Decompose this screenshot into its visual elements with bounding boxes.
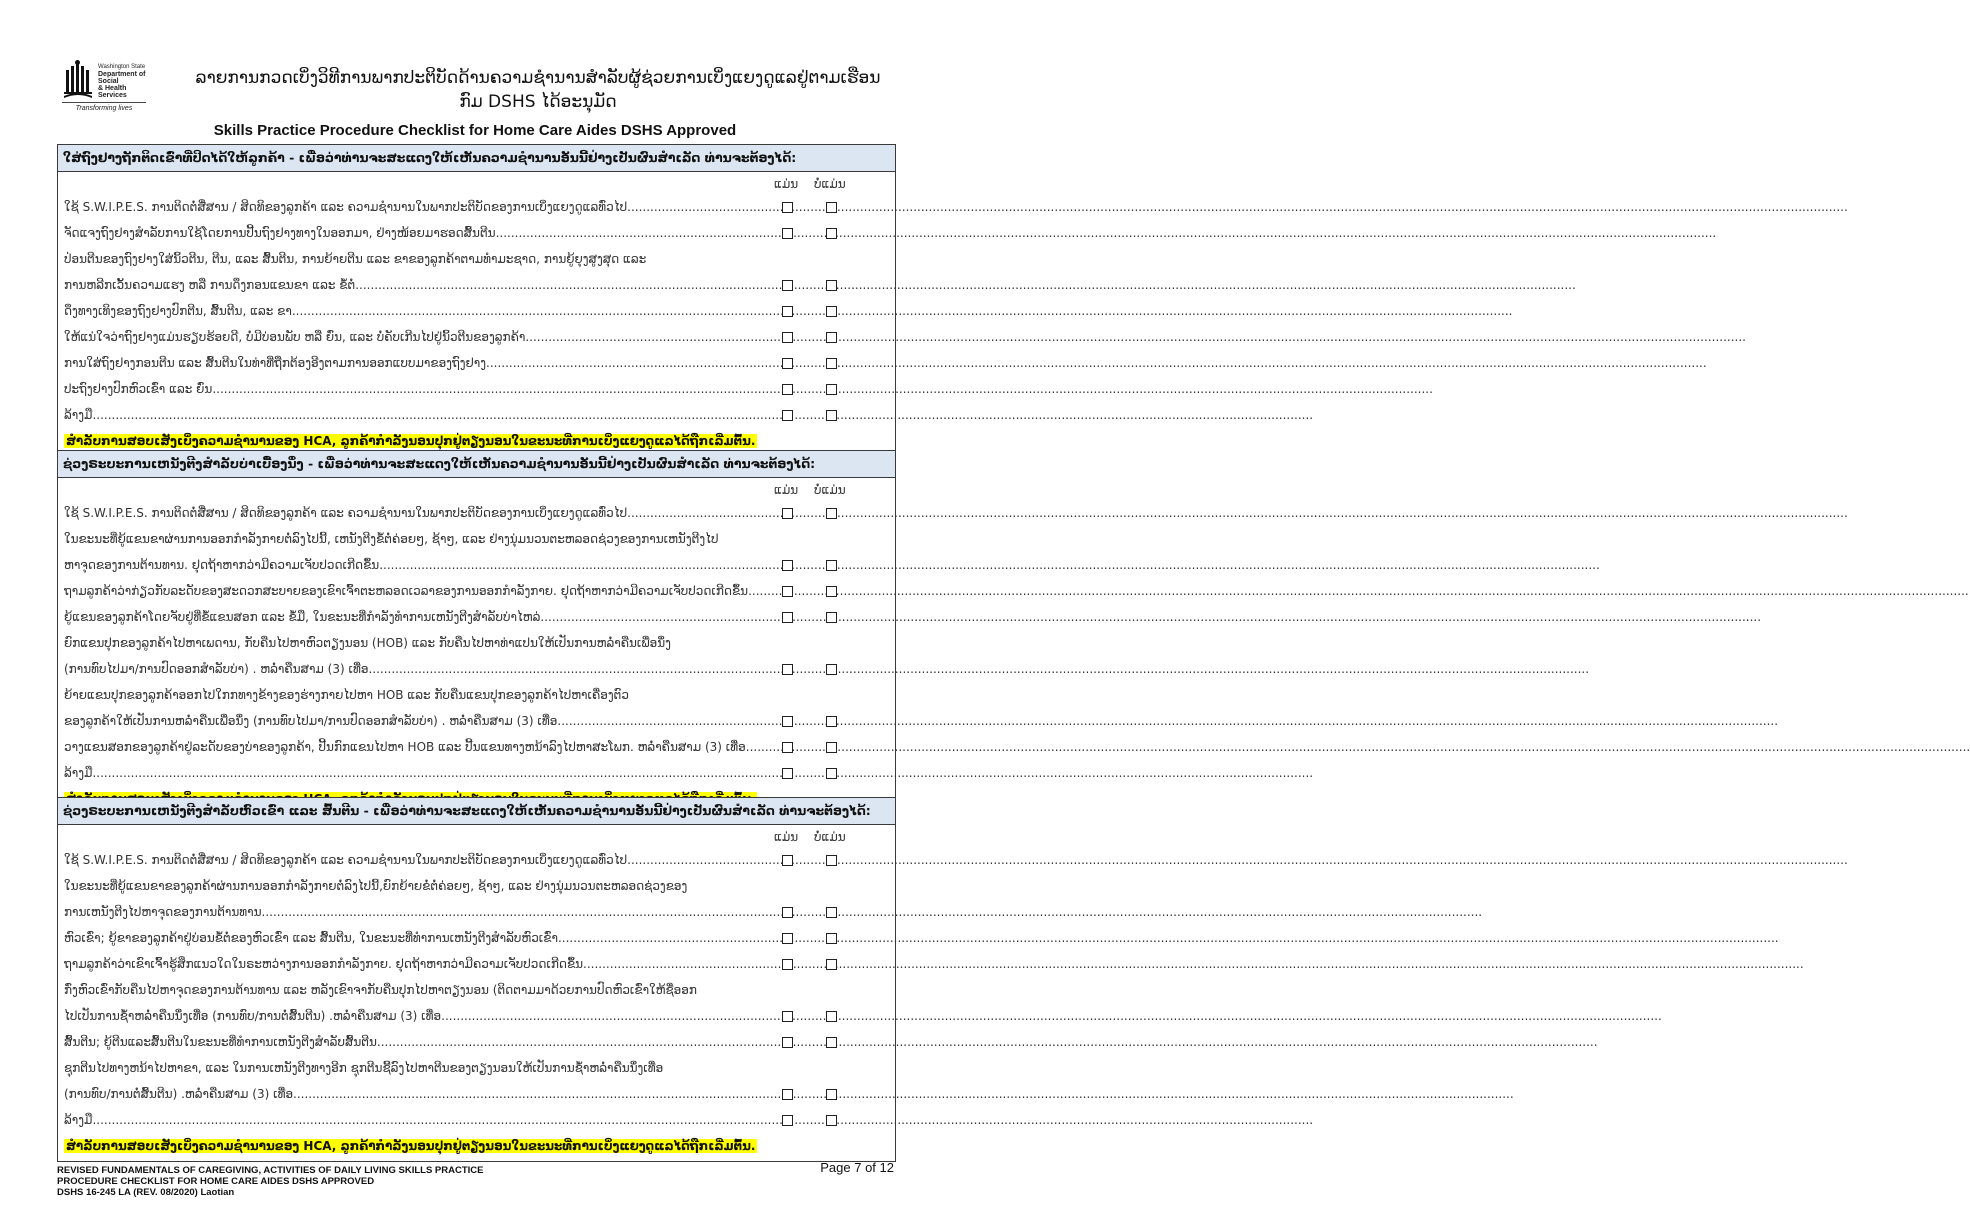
- checklist-item: [58, 350, 895, 376]
- yes-checkbox[interactable]: [782, 1089, 793, 1100]
- item-text: ປະຖົງຢາງປົກຫົວເຂົ່າ ແລະ ຍົ່ນ: [64, 382, 213, 396]
- title-lao: [168, 66, 908, 114]
- checklist-item: [58, 500, 895, 526]
- item-line: [64, 350, 786, 376]
- dot-leader: [92, 402, 1313, 428]
- checklist-item: [58, 220, 895, 246]
- column-no: ບໍ່ແມ່ນ: [814, 483, 846, 497]
- checklist-section-2: [57, 450, 896, 815]
- no-checkbox[interactable]: [826, 959, 837, 970]
- item-line: [64, 925, 786, 951]
- yes-checkbox[interactable]: [782, 560, 793, 571]
- checklist-item: [58, 951, 895, 977]
- no-checkbox[interactable]: [826, 768, 837, 779]
- yes-checkbox[interactable]: [782, 202, 793, 213]
- item-text: ໃນຂະນະທີ່ຍູ້ແຂນຂາຜ່ານການອອກກຳລັງກາຍຕໍ່ລົງໄປນີ້, ເຫນັງຕີງຂໍ້ຕໍ່ຄ່ອຍໆ, ຊ້າໆ, ແລະ ຢ່າງນຸ່ມນວນຕະຫລອດຊ່ວງຂອງການເຫນັງຕີງໄປ: [64, 532, 719, 546]
- item-text: ຈັດແຈງຖົງຢາງສຳລັບການໃຊ້ໂດຍການປີ້ນຖົງຢາງທາງໃນອອກມາ, ຢ່າງໜ້ອຍມາຮອດສົ້ນຕີນ: [64, 226, 496, 240]
- item-line: [64, 376, 786, 402]
- yes-checkbox[interactable]: [782, 716, 793, 727]
- item-text: ໃຊ້ S.W.I.P.E.S. ການຕິດຕໍ່ສື່ສານ / ສິດທິຂອງລູກຄ້າ ແລະ ຄວາມຊຳນານໃນພາກປະຕິບັດຂອງການເບິ່ງແຍງດູແລທົ່ວໄປ: [64, 200, 628, 214]
- yes-checkbox[interactable]: [782, 332, 793, 343]
- dot-leader: [355, 272, 1576, 298]
- item-line: [64, 899, 786, 925]
- dot-leader: [525, 324, 1746, 350]
- title-lao-line-1: ລາຍການກວດເບິ່ງວິທີການພາກປະຕິບັດດ້ານຄວາມຊຳນານສຳລັບຜູ້ຊ່ວຍການເບິ່ງແຍງດູແລຢູ່ຕາມເຮືອນ: [195, 68, 881, 88]
- dot-leader: [748, 578, 1969, 604]
- yes-checkbox[interactable]: [782, 280, 793, 291]
- item-text: ວາງແຂນສອກຂອງລູກຄ້າຢູ່ລະດັບຂອງບ່າຂອງລູກຄ້າ, ປີ້ນກົກແຂນໄປຫາ HOB ແລະ ປີ້ນແຂນທາງຫນ້າລົງໄປຫາສະໂພກ. ຫລໍ່າຄືນສາມ (3) ເທື່ອ.: [64, 740, 750, 754]
- item-text: ດຶງທາງເທິງຂອງຖົງຢາງປົກຕີນ, ສົ້ນຕີນ, ແລະ ຂາ: [64, 304, 292, 318]
- item-text: ຖາມລູກຄ້າວ່າກ່ຽວກັບລະດັບຂອງສະດວກສະບາຍຂອງເຂົາເຈົ້າຕະຫລອດເວລາຂອງການອອກກຳລັງກາຍ. ຢຸດຖ້າຫາກວ່າມີຄວາມເຈັບປວດເກີດຂຶ້ນ: [64, 584, 749, 598]
- item-text: ລ້າງມື: [64, 766, 93, 780]
- dot-leader: [212, 376, 1433, 402]
- item-text: ຖາມລູກຄ້າວ່າເຂົາເຈົ້າຮູ້ສຶກແນວໃດໃນຣະຫວ່າງການອອກກຳລັງກາຍ. ຢຸດຖ້າຫາກວ່າມີຄວາມເຈັບປວດເກີດຂຶ້ນ: [64, 957, 584, 971]
- yes-checkbox[interactable]: [782, 907, 793, 918]
- dot-leader: [262, 899, 1483, 925]
- item-text: ຍົກແຂນປຸກຂອງລູກຄ້າໄປຫາເພດານ, ກັບຄືນໄປຫາຫົວຕຽງນອນ (HOB) ແລະ ກັບຄືນໄປຫາທ່າແປນໃຫ້ເປັນການຫລໍ່າຄືນເພື່ອນຶ່ງ: [64, 636, 671, 650]
- item-text: ກົ່ງຫົວເຂົ່າກັບຄືນໄປຫາຈຸດຂອງການຕ້ານທານ ແລະ ຫລັງເຂົາຈາກັບຄືນປຸກໄປຫາຕຽງນອນ (ຕິດຕາມມາດ້ວຍການປົດຫົວເຂົ່າໃຫ້ຊື່ອອກ: [64, 983, 697, 997]
- no-checkbox[interactable]: [826, 855, 837, 866]
- no-checkbox[interactable]: [826, 1089, 837, 1100]
- item-line: [64, 272, 786, 298]
- item-text: ລ້າງມື: [64, 1113, 93, 1127]
- item-line: [64, 324, 786, 350]
- item-line: [64, 1081, 786, 1107]
- item-line: [64, 708, 786, 734]
- no-checkbox[interactable]: [826, 1011, 837, 1022]
- section-note: [58, 1133, 895, 1161]
- no-checkbox[interactable]: [826, 332, 837, 343]
- checklist-item: [58, 1055, 895, 1107]
- item-line: [64, 604, 786, 630]
- item-line: [64, 1003, 786, 1029]
- column-yes: ແມ່ນ: [774, 830, 799, 844]
- no-checkbox[interactable]: [826, 907, 837, 918]
- checklist-section-1: [57, 144, 896, 457]
- item-line: [64, 552, 786, 578]
- column-headers: [58, 172, 895, 194]
- item-text: ຫົວເຂົ່າ; ຍູ້ຂາຂອງລູກຄ້າຢູ່ບ່ອນຂໍ້ຕໍ່ຂອງຫົວເຂົ່າ ແລະ ສົ້ນຕີນ, ໃນຂະນະທີ່ທຳການເຫນັງຕີງສຳລັບຫົວເຂົ່າ: [64, 931, 558, 945]
- yes-checkbox[interactable]: [782, 586, 793, 597]
- checklist-item: [58, 1029, 895, 1055]
- column-yes: ແມ່ນ: [774, 483, 799, 497]
- no-checkbox[interactable]: [826, 586, 837, 597]
- item-line: [64, 656, 786, 682]
- checklist-item: [58, 630, 895, 682]
- item-text: ຍ້າຍແຂນປຸກຂອງລູກຄ້າອອກໄປໃກກທາງຂ້າງຂອງຮ່າງກາຍໄປຫາ HOB ແລະ ກັບຄືນແຂນປຸກຂອງລູກຄ້າໄປຫາເຄື່ອງຕົວ: [64, 688, 629, 702]
- footer-line-1: REVISED FUNDAMENTALS OF CAREGIVING, ACTIVITIES OF DAILY LIVING SKILLS PRACTICE: [57, 1165, 484, 1176]
- logo-text: [98, 64, 154, 99]
- item-text: (ການທົບໄປມາ/ການປົດອອກສຳລັບບ່າ) . ຫລໍ່າຄືນສາມ (3) ເທື່ອ: [64, 662, 369, 676]
- dot-leader: [92, 760, 1313, 786]
- yes-checkbox[interactable]: [782, 1037, 793, 1048]
- checklist-item: [58, 977, 895, 1029]
- item-line: [64, 194, 786, 220]
- yes-checkbox[interactable]: [782, 664, 793, 675]
- dot-leader: [627, 500, 1848, 526]
- item-line: [64, 298, 786, 324]
- dot-leader: [750, 734, 1970, 760]
- column-no: ບໍ່ແມ່ນ: [814, 177, 846, 191]
- no-checkbox[interactable]: [826, 306, 837, 317]
- yes-checkbox[interactable]: [782, 358, 793, 369]
- highlighted-note-text: ສຳລັບການສອບເສັງເບິ່ງຄວາມຊຳນານຂອງ HCA, ລູກຄ້າກຳລັງນອນປຸກຢູ່ຕຽງນອນໃນຂະນະທີ່ການເບິ່ງແຍງດູແລໄດ້ຖືກເລີ່ມຕົ້ນ.: [66, 434, 756, 448]
- dot-leader: [558, 925, 1779, 951]
- logo-line-2: Department of Social: [98, 71, 146, 85]
- yes-checkbox[interactable]: [782, 768, 793, 779]
- item-text: ການໃສ່ຖົງຢາງກອນຕີນ ແລະ ສົ້ນຕີນໃນທ່າທີ່ຖືກຕ້ອງອີງຕາມການອອກແບບມາຂອງຖົງຢາງ: [64, 356, 487, 370]
- checklist-item: [58, 298, 895, 324]
- item-line: [64, 847, 786, 873]
- no-checkbox[interactable]: [826, 228, 837, 239]
- yes-checkbox[interactable]: [782, 1115, 793, 1126]
- no-checkbox[interactable]: [826, 410, 837, 421]
- title-english: Skills Practice Procedure Checklist for Home Care Aides DSHS Approved: [213, 122, 737, 139]
- item-line: [64, 734, 786, 760]
- item-text: ສົ້ນຕີນ; ຍູ້ຕີນແລະສົ້ນຕີນໃນຂະນະທີ່ທຳການເຫນັງຕີງສຳລັບສົ້ນຕີນ: [64, 1035, 377, 1049]
- dot-leader: [377, 1029, 1598, 1055]
- item-line: [64, 578, 786, 604]
- yes-checkbox[interactable]: [782, 1011, 793, 1022]
- column-no: ບໍ່ແມ່ນ: [814, 830, 846, 844]
- no-checkbox[interactable]: [826, 933, 837, 944]
- checklist-item: [58, 604, 895, 630]
- dot-leader: [496, 220, 1717, 246]
- no-checkbox[interactable]: [826, 358, 837, 369]
- checklist-section-3: [57, 797, 896, 1162]
- dshs-logo: [62, 60, 154, 116]
- no-checkbox[interactable]: [826, 202, 837, 213]
- item-text: ໃຫ້ແນ່ໃຈວ່າຖົງຢາງແມ່ນຮຽບຮ້ອຍດີ, ບໍ່ມີບ່ອນພັບ ຫລື ຍົ່ນ, ແລະ ບໍ່ຄັບເກີນໄປຢູ່ນິ້ວຕີນຂອງລູກຄ້າ: [64, 330, 526, 344]
- yes-checkbox[interactable]: [782, 855, 793, 866]
- yes-checkbox[interactable]: [782, 508, 793, 519]
- footer-line-3: DSHS 16-245 LA (REV. 08/2020) Laotian: [57, 1187, 235, 1198]
- item-text: ຍູ້ແຂນຂອງລູກຄ້າໂດຍຈັບຢູ່ທີ່ຂໍ້ແຂນສອກ ແລະ ຂໍ້ມື, ໃນຂະນະທີ່ກຳລັງທຳການເຫນັງຕີງສຳລັບບ່າໄຫລ່: [64, 610, 541, 624]
- column-yes: ແມ່ນ: [774, 177, 799, 191]
- item-text: ຊຸກຕີນໄປທາງຫນ້າໄປຫາຂາ, ແລະ ໃນການເຫນັງຕີງທາງອີກ ຊຸກຕີນຊີ້ລົງໄປຫາຕີນຂອງຕຽງນອນໃຫ້ເປັນການຊ້ຳຫລໍ່າຄືນນຶ່ງເທື່ອ: [64, 1061, 664, 1075]
- item-text: ການເຫນັງຕີງໄປຫາຈຸດຂອງການຕ້ານທານ: [64, 905, 262, 919]
- logo-line-1: Washington State: [98, 64, 146, 70]
- footer-line-2: PROCEDURE CHECKLIST FOR HOME CARE AIDES DSHS APPROVED: [57, 1176, 375, 1187]
- item-line: [64, 1107, 786, 1133]
- item-text: ປ່ອນຕີນຂອງຖົງຢາງໃສ່ນິ້ວຕີນ, ຕີນ, ແລະ ສົ້ນຕີນ, ການຍ້າຍຕີນ ແລະ ຂາຂອງລູກຄ້າຕາມທຳມະຊາດ, ການຍູ້ຍຸງສູງສຸດ ແລະ: [64, 252, 647, 266]
- dot-leader: [540, 604, 1761, 630]
- no-checkbox[interactable]: [826, 560, 837, 571]
- yes-checkbox[interactable]: [782, 228, 793, 239]
- no-checkbox[interactable]: [826, 1037, 837, 1048]
- no-checkbox[interactable]: [826, 1115, 837, 1126]
- item-text: ຂອງລູກຄ້າໃຫ້ເປັນການຫລໍ່າຄືນເພື່ອນຶ່ງ (ການທົບໄປມາ/ການປົດອອກສຳລັບບ່າ) . ຫລໍ່າຄືນສາມ (3) ເທື່ອ: [64, 714, 558, 728]
- yes-checkbox[interactable]: [782, 306, 793, 317]
- dot-leader: [486, 350, 1707, 376]
- item-line: [64, 760, 786, 786]
- dot-leader: [292, 298, 1513, 324]
- item-text: (ການທົບ/ການຕໍ່ສົ້ນຕີນ) .ຫລໍ່າຄືນສາມ (3) ເທື່ອ: [64, 1087, 294, 1101]
- section-header: ຊ່ວງຣະບະການເຫນັງຕີງສຳລັບບ່າເບື້ອງນຶ່ງ - ເພື່ອວ່າທ່ານຈະສະແດງໃຫ້ເຫັນຄວາມຊຳນານອັນນີ້ຢ່າງເປັນຜົນສຳເລັດ ທ່ານຈະຕ້ອງໄດ້:: [58, 451, 895, 478]
- section-header: ໃສ່ຖົງຢາງຖັກຕິດເຂົ່າທີ່ປິດໄດ້ໃຫ້ລູກຄ້າ - ເພື່ອວ່າທ່ານຈະສະແດງໃຫ້ເຫັນຄວາມຊຳນານອັນນີ້ຢ່າງເປັນຜົນສຳເລັດ ທ່ານຈະຕ້ອງໄດ້:: [58, 145, 895, 172]
- dot-leader: [627, 847, 1848, 873]
- dot-leader: [583, 951, 1804, 977]
- checklist-item: [58, 246, 895, 298]
- no-checkbox[interactable]: [826, 508, 837, 519]
- dot-leader: [293, 1081, 1514, 1107]
- checklist-item: [58, 873, 895, 925]
- dot-leader: [379, 552, 1600, 578]
- item-line: [64, 402, 786, 428]
- item-text: ໃຊ້ S.W.I.P.E.S. ການຕິດຕໍ່ສື່ສານ / ສິດທິຂອງລູກຄ້າ ແລະ ຄວາມຊຳນານໃນພາກປະຕິບັດຂອງການເບິ່ງແຍງດູແລທົ່ວໄປ: [64, 506, 628, 520]
- dshs-emblem-icon: [62, 60, 98, 100]
- page-number: Page 7 of 12: [820, 1160, 894, 1175]
- no-checkbox[interactable]: [826, 612, 837, 623]
- column-headers: [58, 825, 895, 847]
- checklist-item: [58, 526, 895, 578]
- logo-tagline: Transforming lives: [62, 102, 146, 112]
- yes-checkbox[interactable]: [782, 742, 793, 753]
- checklist-item: [58, 847, 895, 873]
- item-text: ຫາຈຸດຂອງການຕ້ານທານ. ຢຸດຖ້າຫາກວ່າມີຄວາມເຈັບປວດເກີດຂຶ້ນ: [64, 558, 380, 572]
- item-text: ໄປເປັນການຊ້ຳຫລໍ່າຄືນນຶ່ງເທື່ອ (ການທົບ/ການຕໍ່ສົ້ນຕີນ) .ຫລໍ່າຄືນສາມ (3) ເທື່ອ: [64, 1009, 442, 1023]
- yes-checkbox[interactable]: [782, 384, 793, 395]
- dot-leader: [627, 194, 1848, 220]
- yes-checkbox[interactable]: [782, 959, 793, 970]
- item-line: [64, 951, 786, 977]
- title-lao-line-2: ກົມ DSHS ໄດ້ອະນຸມັດ: [459, 92, 617, 112]
- item-text: ການຫລີກເວັ້ນຄວາມແຮງ ຫລື ການດຶງກອນແຂນຂາ ແລະ ຂໍ້ຕໍ່: [64, 278, 356, 292]
- no-checkbox[interactable]: [826, 384, 837, 395]
- checklist-item: [58, 324, 895, 350]
- yes-checkbox[interactable]: [782, 410, 793, 421]
- checklist-item: [58, 760, 895, 786]
- no-checkbox[interactable]: [826, 664, 837, 675]
- column-headers: [58, 478, 895, 500]
- item-text: ໃຊ້ S.W.I.P.E.S. ການຕິດຕໍ່ສື່ສານ / ສິດທິຂອງລູກຄ້າ ແລະ ຄວາມຊຳນານໃນພາກປະຕິບັດຂອງການເບິ່ງແຍງດູແລທົ່ວໄປ: [64, 853, 628, 867]
- no-checkbox[interactable]: [826, 716, 837, 727]
- dot-leader: [368, 656, 1589, 682]
- no-checkbox[interactable]: [826, 280, 837, 291]
- checklist-item: [58, 1107, 895, 1133]
- yes-checkbox[interactable]: [782, 933, 793, 944]
- section-header: ຊ່ວງຣະບະການເຫນັງຕີງສຳລັບຫົວເຂົ່າ ແລະ ສົ້ນຕີນ - ເພື່ອວ່າທ່ານຈະສະແດງໃຫ້ເຫັນຄວາມຊຳນານອັນນີ້ຢ່າງເປັນຜົນສຳເລັດ ທ່ານຈະຕ້ອງໄດ້:: [58, 798, 895, 825]
- logo-line-3: & Health Services: [98, 85, 127, 99]
- checklist-item: [58, 925, 895, 951]
- dot-leader: [441, 1003, 1662, 1029]
- footer-form-info: [57, 1165, 483, 1198]
- yes-checkbox[interactable]: [782, 612, 793, 623]
- item-line: [64, 1029, 786, 1055]
- dot-leader: [557, 708, 1778, 734]
- item-line: [64, 500, 786, 526]
- checklist-item: [58, 402, 895, 428]
- highlighted-note-text: ສຳລັບການສອບເສັງເບິ່ງຄວາມຊຳນານຂອງ HCA, ລູກຄ້າກຳລັງນອນປຸກຢູ່ຕຽງນອນໃນຂະນະທີ່ການເບິ່ງແຍງດູແລໄດ້ຖືກເລີ່ມຕົ້ນ.: [66, 1139, 756, 1153]
- item-text: ໃນຂະນະທີ່ຍູ້ແຂນຂາຂອງລູກຄ້າຜ່ານການອອກກຳລັງກາຍຕໍ່ລົງໄປນີ້,ຍົກຍ້າຍຂໍ່ຕໍ່ຄ່ອຍໆ, ຊ້າໆ, ແລະ ຢ່າງນຸ່ມນວນຕະຫລອດຊ່ວງຂອງ: [64, 879, 688, 893]
- checklist-item: [58, 734, 895, 760]
- checklist-item: [58, 682, 895, 734]
- dot-leader: [92, 1107, 1313, 1133]
- checklist-item: [58, 578, 895, 604]
- checklist-item: [58, 376, 895, 402]
- no-checkbox[interactable]: [826, 742, 837, 753]
- checklist-item: [58, 194, 895, 220]
- item-text: ລ້າງມື: [64, 408, 93, 422]
- item-line: [64, 220, 786, 246]
